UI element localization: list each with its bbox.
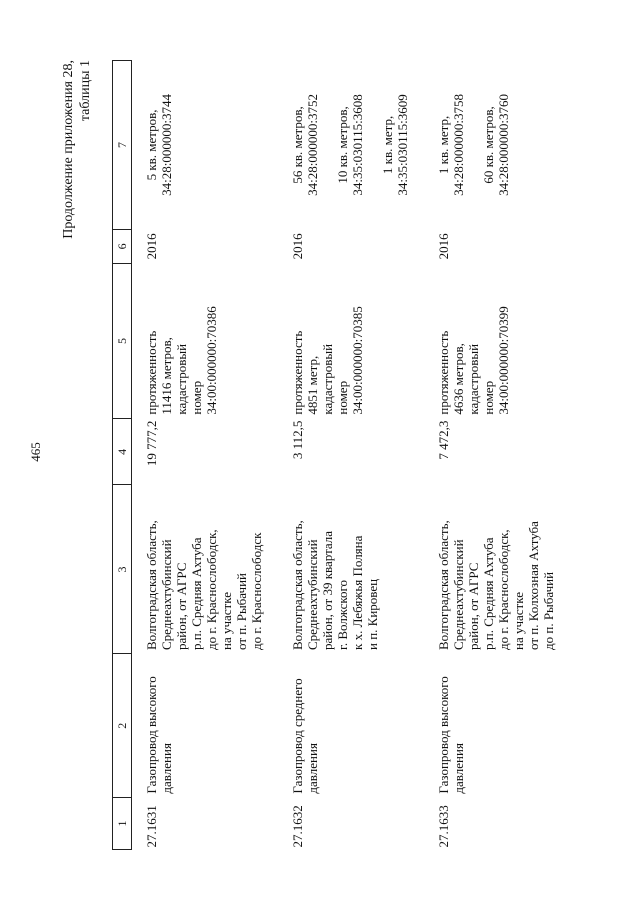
row-number: 27.1631 (144, 805, 159, 848)
page-number: 465 (28, 442, 43, 462)
object-location: Волгоградская область, Среднеахтубинский район, от 39 квартала г. Волжского к х. Лебяжья Поляна и п. Кировец (290, 520, 380, 650)
object-location: Волгоградская область, Среднеахтубинский район, от АГРС р.п. Средняя Ахтуба до г. Краснослободск, на участке от п. Рыбачий до г. Краснослободск (144, 520, 264, 650)
object-characteristics: протяженность 11416 метров, кадастровый номер 34:00:000000:70386 (144, 306, 219, 415)
table-row (278, 61, 424, 850)
object-year: 2016 (436, 233, 451, 260)
header-col-2: 2 (113, 654, 132, 798)
continuation-caption (60, 60, 94, 280)
land-plots: 5 кв. метров, 34:28:000000:3744 (144, 94, 174, 196)
table-row (132, 61, 279, 850)
header-col-4: 4 (113, 419, 132, 485)
object-year: 2016 (290, 233, 305, 260)
document-sheet (60, 60, 620, 850)
header-col-5: 5 (113, 263, 132, 418)
property-table (112, 60, 570, 850)
rotated-landscape-page (60, 60, 620, 850)
object-cost: 19 777,2 (144, 420, 159, 467)
table-row (424, 61, 570, 850)
row-number: 27.1633 (436, 805, 451, 848)
object-cost: 3 112,5 (290, 420, 305, 460)
land-plots: 56 кв. метров, 34:28:000000:3752 10 кв. метров, 34:35:030115:3608 1 кв. метр, 34:35:030115:3609 (290, 94, 410, 196)
header-col-3: 3 (113, 485, 132, 654)
object-name: Газопровод среднего давления (290, 678, 320, 794)
continuation-line-1: Продолжение приложения 28, (61, 60, 76, 239)
table-header-row (113, 61, 132, 850)
land-plots: 1 кв. метр, 34:28:000000:3758 60 кв. метров, 34:28:000000:3760 (436, 94, 511, 196)
row-number: 27.1632 (290, 805, 305, 848)
header-col-1: 1 (113, 798, 132, 850)
object-location: Волгоградская область, Среднеахтубинский район, от АГРС р.п. Средняя Ахтуба до г. Краснослободск, на участке от п. Колхозная Ахтуба до п. Рыбачий (436, 520, 556, 650)
header-col-6: 6 (113, 229, 132, 263)
continuation-line-2: таблицы 1 (78, 60, 93, 122)
object-characteristics: протяженность 4636 метров, кадастровый номер 34:00:000000:70399 (436, 306, 511, 415)
object-year: 2016 (144, 233, 159, 260)
header-col-7: 7 (113, 61, 132, 230)
object-name: Газопровод высокого давления (144, 676, 174, 794)
object-name: Газопровод высокого давления (436, 676, 466, 794)
object-cost: 7 472,3 (436, 420, 451, 460)
object-characteristics: протяженность 4851 метр, кадастровый номер 34:00:000000:70385 (290, 306, 365, 415)
